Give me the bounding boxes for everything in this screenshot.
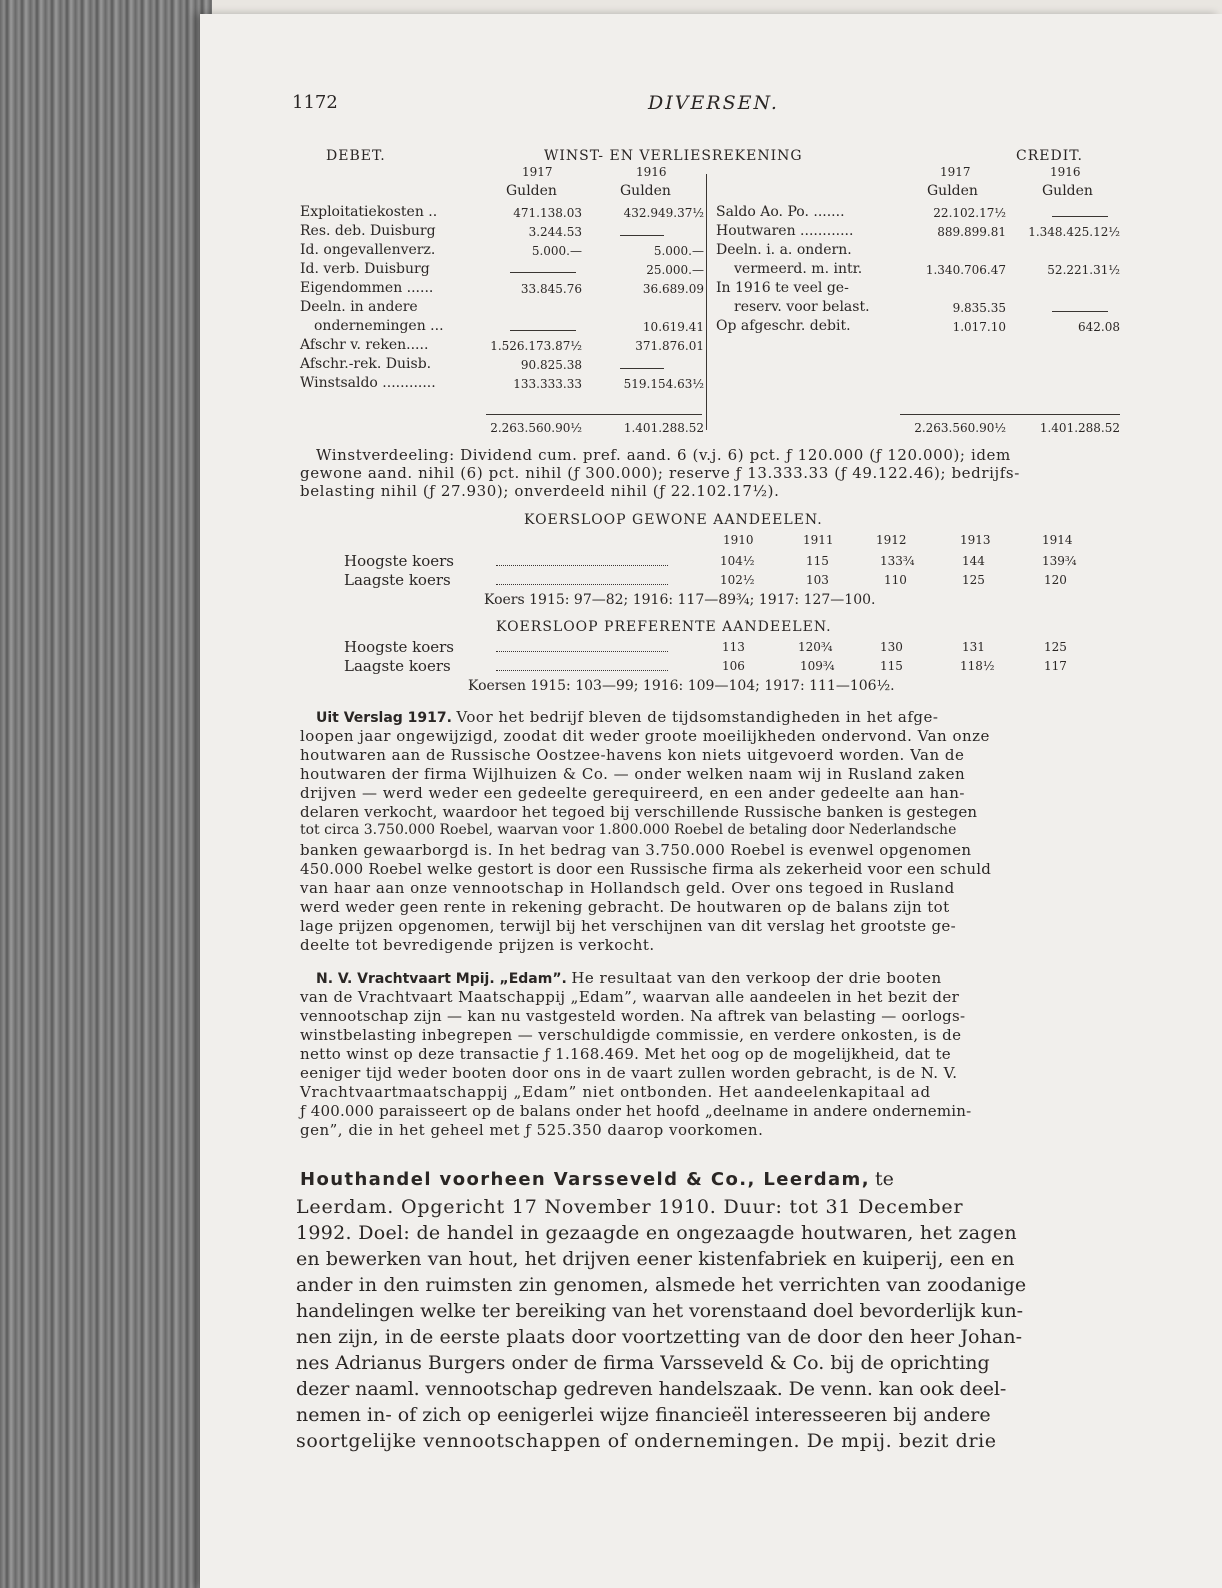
price-value: 130 (880, 640, 903, 654)
text-line: Voor het bedrijf bleven de tijdsomstandigheden in het afge- (456, 708, 939, 726)
text-line: Leerdam. Opgericht 17 November 1910. Duur: tot 31 December (296, 1196, 964, 1218)
text-line: belasting nihil (ƒ 27.930); onverdeeld nihil (ƒ 22.102.17½). (300, 482, 780, 500)
debit-label: Afschr.-rek. Duisb. (300, 356, 432, 372)
credit-total-rule (900, 414, 1120, 415)
credit-label: Op afgeschr. debit. (716, 318, 851, 334)
empty-dash (1052, 216, 1108, 217)
credit-value-1917: 9.835.35 (952, 301, 1006, 315)
text-line: houtwaren der firma Wijlhuizen & Co. — onder welken naam wij in Rusland zaken (300, 765, 966, 783)
debit-label: Winstsaldo ............ (300, 375, 436, 391)
debit-label: Exploitatiekosten .. (300, 204, 438, 220)
price-value: 115 (880, 659, 903, 673)
section-title: KOERSLOOP PREFERENTE AANDEELEN. (496, 619, 832, 635)
text-line: nen zijn, in de eerste plaats door voortzetting van de door den heer Johan- (296, 1326, 1023, 1348)
price-value: 133¾ (880, 554, 915, 568)
section-title: KOERSLOOP GEWONE AANDEELEN. (524, 512, 823, 528)
debit-value-1916: 36.689.09 (642, 282, 704, 296)
price-value: 120 (1044, 573, 1067, 587)
year-header: 1913 (960, 533, 991, 547)
year-header: 1911 (803, 533, 834, 547)
text-line: houtwaren aan de Russische Oostzee-havens kon niets uitgevoerd worden. Van de (300, 746, 965, 764)
text-line: eeniger tijd weder booten door ons in de vaart zullen worden gebracht, is de N. V. (300, 1064, 958, 1082)
price-value: 102½ (720, 573, 755, 587)
year-header: 1914 (1042, 533, 1073, 547)
text-line: deelte tot bevredigende prijzen is verkocht. (300, 936, 655, 954)
price-value: 125 (1044, 640, 1067, 654)
debit-label: Id. verb. Duisburg (300, 261, 430, 277)
debit-label: Res. deb. Duisburg (300, 223, 436, 239)
houthandel-title (300, 1168, 894, 1190)
credit-label: CREDIT. (1016, 148, 1083, 164)
edam-heading-label: N. V. Vrachtvaart Mpij. „Edam”. (316, 971, 567, 987)
credit-value-1917: 22.102.17½ (933, 206, 1006, 220)
debit-value-1916: 25.000.— (646, 263, 704, 277)
text-line: winstbelasting inbegrepen — verschuldigde commissie, en verdere onkosten, is de (300, 1026, 962, 1044)
empty-dash (510, 272, 576, 273)
text-line: werd weder geen rente in rekening gebracht. De houtwaren op de balans zijn tot (300, 898, 950, 916)
empty-dash (1052, 311, 1108, 312)
debit-unit-1917: Gulden (506, 183, 557, 199)
credit-value-1917: 1.017.10 (952, 320, 1006, 334)
text-line: netto winst op deze transactie ƒ 1.168.469. Met het oog op de mogelijkheid, dat te (300, 1045, 951, 1063)
debit-year-1917: 1917 (522, 165, 553, 179)
row-label: Hoogste koers (344, 638, 454, 656)
text-line: en bewerken van hout, het drijven eener kistenfabriek en kuiperij, een en (296, 1248, 1015, 1270)
credit-value-1917: 889.899.81 (937, 225, 1006, 239)
row-label: Laagste koers (344, 571, 451, 589)
row-label: Hoogste koers (344, 552, 454, 570)
debit-value-1917: 1.526.173.87½ (490, 339, 582, 353)
year-header: 1910 (723, 533, 754, 547)
text-line: van de Vrachtvaart Maatschappij „Edam”, waarvan alle aandeelen in het bezit der (300, 988, 960, 1006)
text-line: 450.000 Roebel welke gestort is door een Russische firma als zekerheid voor een schuld (300, 860, 992, 878)
text-line: ƒ 400.000 paraisseert op de balans onder het hoofd „deelname in andere ondernemin- (300, 1102, 972, 1120)
credit-total-1916: 1.401.288.52 (1039, 421, 1120, 435)
debet-label: DEBET. (326, 148, 386, 164)
price-value: 115 (806, 554, 829, 568)
leader-dots (496, 651, 668, 652)
debit-label: Eigendommen ...... (300, 280, 434, 296)
credit-unit-1916: Gulden (1042, 183, 1093, 199)
price-value: 118½ (960, 659, 995, 673)
debit-value-1916: 5.000.— (653, 244, 704, 258)
text-line: gen”, die in het geheel met ƒ 525.350 daarop voorkomen. (300, 1121, 764, 1139)
credit-value-1916: 1.348.425.12½ (1028, 225, 1120, 239)
text-line: He resultaat van den verkoop der drie booten (571, 969, 942, 987)
price-value: 131 (962, 640, 985, 654)
year-header: 1912 (876, 533, 907, 547)
debit-value-1916: 519.154.63½ (623, 377, 704, 391)
debit-label: ondernemingen ... (314, 318, 444, 334)
credit-value-1917: 1.340.706.47 (925, 263, 1006, 277)
debit-value-1917: 133.333.33 (513, 377, 582, 391)
book-page (200, 14, 1222, 1588)
credit-label: In 1916 te veel ge- (716, 280, 849, 296)
text-line: lage prijzen opgenomen, terwijl bij het verschijnen van dit verslag het grootste ge- (300, 917, 956, 935)
text-line: tot circa 3.750.000 Roebel, waarvan voor 1.800.000 Roebel de betaling door Nederlandsche (300, 822, 957, 838)
verslag-heading (316, 708, 938, 726)
price-value: 144 (962, 554, 985, 568)
debit-total-rule (486, 414, 702, 415)
text-line: van haar aan onze vennootschap in Hollandsch geld. Over ons tegoed in Rusland (300, 879, 955, 897)
debit-label: Deeln. in andere (300, 299, 418, 315)
credit-value-1916: 52.221.31½ (1047, 263, 1120, 277)
running-title: DIVERSEN. (648, 92, 779, 114)
company-name: Houthandel voorheen Varsseveld & Co., Leerdam, (300, 1169, 870, 1190)
koers-note: Koers 1915: 97—82; 1916: 117—89¾; 1917: 127—100. (484, 592, 876, 608)
debit-total-1916: 1.401.288.52 (623, 421, 704, 435)
price-value: 125 (962, 573, 985, 587)
text-line: te (875, 1168, 894, 1190)
leader-dots (496, 584, 668, 585)
debit-value-1917: 3.244.53 (528, 225, 582, 239)
credit-label: reserv. voor belast. (734, 299, 870, 315)
text-line: loopen jaar ongewijzigd, zoodat dit weder groote moeilijkheden ondervond. Van onze (300, 727, 990, 745)
credit-value-1916: 642.08 (1078, 320, 1120, 334)
debit-value-1916: 371.876.01 (635, 339, 704, 353)
text-line: banken gewaarborgd is. In het bedrag van 3.750.000 Roebel is evenwel opgenomen (300, 841, 972, 859)
empty-dash (620, 368, 664, 369)
empty-dash (620, 235, 664, 236)
credit-total-1917: 2.263.560.90½ (914, 421, 1006, 435)
text-line: soortgelijke vennootschappen of ondernemingen. De mpij. bezit drie (296, 1430, 997, 1452)
text-line: nemen in- of zich op eenigerlei wijze financieël interesseeren bij andere (296, 1404, 991, 1426)
price-value: 110 (884, 573, 907, 587)
text-line: gewone aand. nihil (6) pct. nihil (ƒ 300.000); reserve ƒ 13.333.33 (ƒ 49.122.46); bedrijfs- (300, 464, 1020, 482)
debit-total-1917: 2.263.560.90½ (490, 421, 582, 435)
price-value: 117 (1044, 659, 1067, 673)
text-line: drijven — werd weder een gedeelte gerequireerd, en een ander gedeelte aan han- (300, 784, 965, 802)
credit-unit-1917: Gulden (927, 183, 978, 199)
price-value: 104½ (720, 554, 755, 568)
pl-divider (706, 174, 707, 430)
empty-dash (510, 330, 576, 331)
credit-label: vermeerd. m. intr. (734, 261, 863, 277)
debit-label: Afschr v. reken..... (300, 337, 429, 353)
koers-note: Koersen 1915: 103—99; 1916: 109—104; 1917: 111—106½. (468, 678, 895, 694)
text-line: Vrachtvaartmaatschappij „Edam” niet ontbonden. Het aandeelenkapitaal ad (300, 1083, 931, 1101)
text-line: nes Adrianus Burgers onder de firma Varsseveld & Co. bij de oprichting (296, 1352, 990, 1374)
edam-heading (316, 969, 942, 987)
text-line: ander in den ruimsten zin genomen, alsmede het verrichten van zoodanige (296, 1274, 1027, 1296)
debit-value-1916: 432.949.37½ (623, 206, 704, 220)
row-label: Laagste koers (344, 657, 451, 675)
leader-dots (496, 565, 668, 566)
book-spine-edge (0, 0, 212, 1588)
debit-unit-1916: Gulden (620, 183, 671, 199)
verslag-heading-label: Uit Verslag 1917. (316, 710, 452, 726)
leader-dots (496, 670, 668, 671)
credit-label: Houtwaren ............ (716, 223, 854, 239)
text-line: delaren verkocht, waardoor het tegoed bij verschillende Russische banken is gestegen (300, 803, 978, 821)
credit-label: Deeln. i. a. ondern. (716, 242, 852, 258)
pl-title: WINST- EN VERLIESREKENING (544, 148, 803, 164)
debit-value-1917: 471.138.03 (513, 206, 582, 220)
page-number: 1172 (292, 92, 338, 113)
text-line: vennootschap zijn — kan nu vastgesteld worden. Na aftrek van belasting — oorlogs- (300, 1007, 966, 1025)
price-value: 106 (722, 659, 745, 673)
text-line: Winstverdeeling: Dividend cum. pref. aand. 6 (v.j. 6) pct. ƒ 120.000 (ƒ 120.000); idem (316, 446, 1011, 464)
price-value: 139¾ (1042, 554, 1077, 568)
debit-value-1917: 90.825.38 (520, 358, 582, 372)
credit-label: Saldo Ao. Po. ....... (716, 204, 845, 220)
debit-value-1916: 10.619.41 (642, 320, 704, 334)
debit-value-1917: 33.845.76 (520, 282, 582, 296)
credit-year-1916: 1916 (1050, 165, 1081, 179)
price-value: 109¾ (800, 659, 835, 673)
text-line: handelingen welke ter bereiking van het vorenstaand doel bevorderlijk kun- (296, 1300, 1023, 1322)
debit-year-1916: 1916 (636, 165, 667, 179)
credit-year-1917: 1917 (940, 165, 971, 179)
debit-label: Id. ongevallenverz. (300, 242, 436, 258)
price-value: 103 (806, 573, 829, 587)
price-value: 113 (722, 640, 745, 654)
debit-value-1917: 5.000.— (531, 244, 582, 258)
text-line: 1992. Doel: de handel in gezaagde en ongezaagde houtwaren, het zagen (296, 1222, 1017, 1244)
price-value: 120¾ (798, 640, 833, 654)
text-line: dezer naaml. vennootschap gedreven handelszaak. De venn. kan ook deel- (296, 1378, 1007, 1400)
